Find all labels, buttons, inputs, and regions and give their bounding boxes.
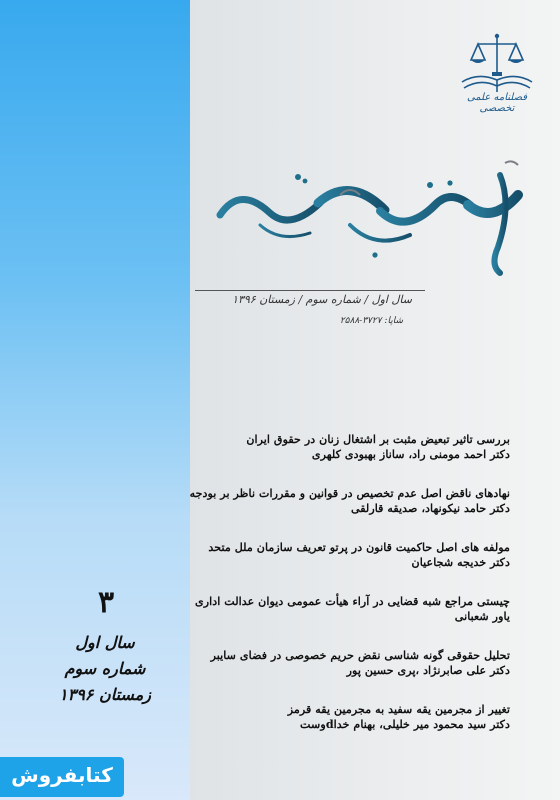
article-title: تحلیل حقوقی گونه شناسی نقض حریم خصوصی در فضای سایبر: [210, 648, 510, 662]
list-item: [190, 486, 510, 516]
issue-number: ۳: [97, 585, 115, 620]
issn-line: شاپا: ۳۷۲۷-۲۵۸۸: [339, 316, 403, 326]
article-authors: دکتر علی صابرنژاد ،پری حسین پور: [346, 663, 510, 677]
list-item: [190, 594, 510, 624]
volume-year-label: سال اول: [75, 633, 135, 652]
list-item: [190, 648, 510, 678]
article-title: بررسی تاثیر تبعیض مثبت بر اشتغال زنان در حقوق ایران: [246, 432, 510, 446]
article-title: چیستی مراجع شبه قضایی در آراء هیأت عمومی دیوان عدالت اداری: [194, 594, 510, 608]
journal-type-label: فصلنامه علمی تخصصی: [466, 92, 528, 114]
issue-line: سال اول / شماره سوم / زمستان ۱۳۹۶: [232, 293, 412, 306]
journal-title-calligraphy: [200, 155, 540, 285]
volume-issue-label: شماره سوم: [64, 659, 146, 678]
site-watermark-badge: [0, 757, 124, 797]
volume-season-label: زمستان ۱۳۹۶: [59, 685, 151, 704]
volume-info: [50, 630, 160, 708]
article-authors: دکتر احمد مومنی راد، ساناز بهبودی کلهری: [311, 447, 510, 461]
article-title: نهادهای ناقض اصل عدم تخصیص در قوانین و مقررات ناظر بر بودجه: [189, 486, 510, 500]
article-title: مولفه های اصل حاکمیت قانون در پرتو تعریف سازمان ملل متحد: [208, 540, 510, 554]
article-authors: یاور شعبانی: [454, 609, 510, 623]
watermark-text: کتابفروش: [11, 763, 113, 787]
article-authors: دکتر خدیجه شجاعیان: [411, 555, 510, 569]
list-item: [190, 432, 510, 462]
article-list: [190, 432, 510, 756]
title-divider-line: [195, 290, 425, 291]
list-item: [190, 540, 510, 570]
article-authors: دکتر حامد نیکونهاد، صدیقه قارلقی: [350, 501, 510, 515]
article-authors: دکتر سید محمود میر خلیلی، بهنام خداdوست: [300, 717, 510, 731]
article-title: تغییر از مجرمین یقه سفید به مجرمین یقه قرمز: [287, 702, 510, 716]
list-item: [190, 702, 510, 732]
